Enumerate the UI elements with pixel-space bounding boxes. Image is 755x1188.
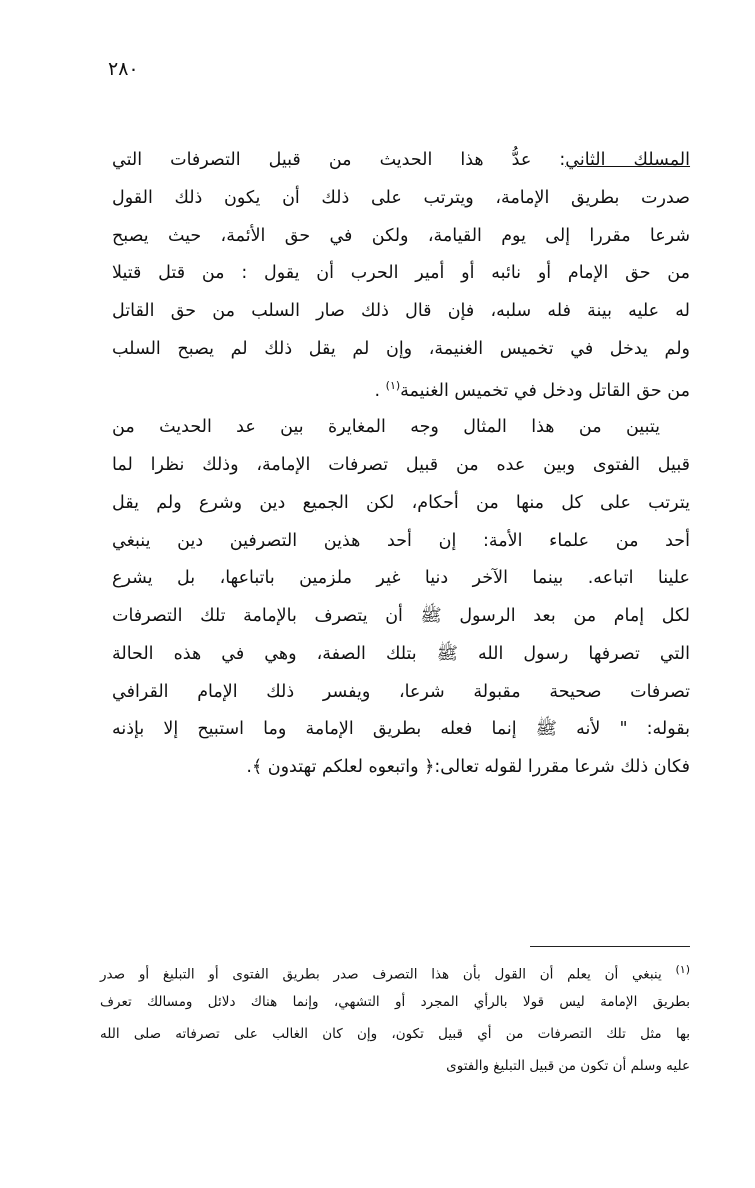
footnote-reference: (١): [385, 379, 401, 392]
body-line: ولم يدخل في تخميس الغنيمة، وإن لم يقل ذلك لم يصبح السلب: [112, 339, 690, 359]
body-line: قبيل الفتوى وبين عده من قبيل تصرفات الإمامة، وذلك نظرا لما: [112, 455, 690, 475]
body-line: يترتب على كل منها من أحكام، لكن الجميع دين وشرع ولم يقل: [112, 493, 690, 513]
page-number: ٢٨٠: [108, 58, 139, 80]
section-heading: المسلك الثاني: [565, 150, 691, 170]
body-line: [112, 374, 690, 403]
line-text: من حق القاتل ودخل في تخميس الغنيمة: [400, 380, 690, 401]
footnote-line: [100, 960, 690, 985]
footnote-line: بها مثل تلك التصرفات من أي قبيل تكون، وإن كان الغالب على تصرفاته صلى الله: [100, 1026, 690, 1042]
body-line: له عليه بينة فله سلبه، فإن قال ذلك صار السلب من حق القاتل: [112, 301, 690, 321]
body-line: التي تصرفها رسول الله ﷺ بتلك الصفة، وهي في هذه الحالة: [112, 644, 690, 664]
footnote-divider: [530, 946, 690, 947]
body-line: فكان ذلك شرعا مقررا لقوله تعالى:﴿ واتبعوه لعلكم تهتدون ﴾.: [246, 757, 690, 777]
body-line: من حق الإمام أو نائبه أو أمير الحرب أن يقول : من قتل قتيلا: [112, 263, 690, 283]
body-line: لكل إمام من بعد الرسول ﷺ أن يتصرف بالإمامة تلك التصرفات: [112, 606, 690, 626]
body-line: يتبين من هذا المثال وجه المغايرة بين عد الحديث من: [112, 417, 660, 437]
body-line: بقوله: " لأنه ﷺ إنما فعله بطريق الإمامة وما استبيح إلا بإذنه: [112, 719, 690, 739]
body-line: تصرفات صحيحة مقبولة شرعا، ويفسر ذلك الإمام القرافي: [112, 682, 690, 702]
body-line: علينا اتباعه. بينما الآخر دنيا غير ملزمين باتباعها، بل يشرع: [112, 568, 690, 588]
body-line: صدرت بطريق الإمامة، ويترتب على ذلك أن يكون ذلك القول: [112, 188, 690, 208]
footnote-marker: (١): [675, 963, 690, 976]
footnote-line: بطريق الإمامة ليس قولا بالرأي المجرد أو التشهي، وإنما هناك دلائل ومسالك تعرف: [100, 994, 690, 1010]
line-text: .: [374, 380, 386, 401]
footnote-line: عليه وسلم أن تكون من قبيل التبليغ والفتوى: [446, 1058, 690, 1074]
body-line: شرعا مقررا إلى يوم القيامة، ولكن في حق الأئمة، حيث يصبح: [112, 226, 690, 246]
body-line: [112, 148, 690, 172]
body-line: أحد من علماء الأمة: إن أحد هذين التصرفين دين ينبغي: [112, 531, 690, 551]
line-text: : عدُّ هذا الحديث من قبيل التصرفات التي: [112, 150, 566, 170]
line-text: ينبغي أن يعلم أن القول بأن هذا التصرف صدر بطريق الفتوى أو التبليغ أو صدر: [100, 966, 676, 983]
